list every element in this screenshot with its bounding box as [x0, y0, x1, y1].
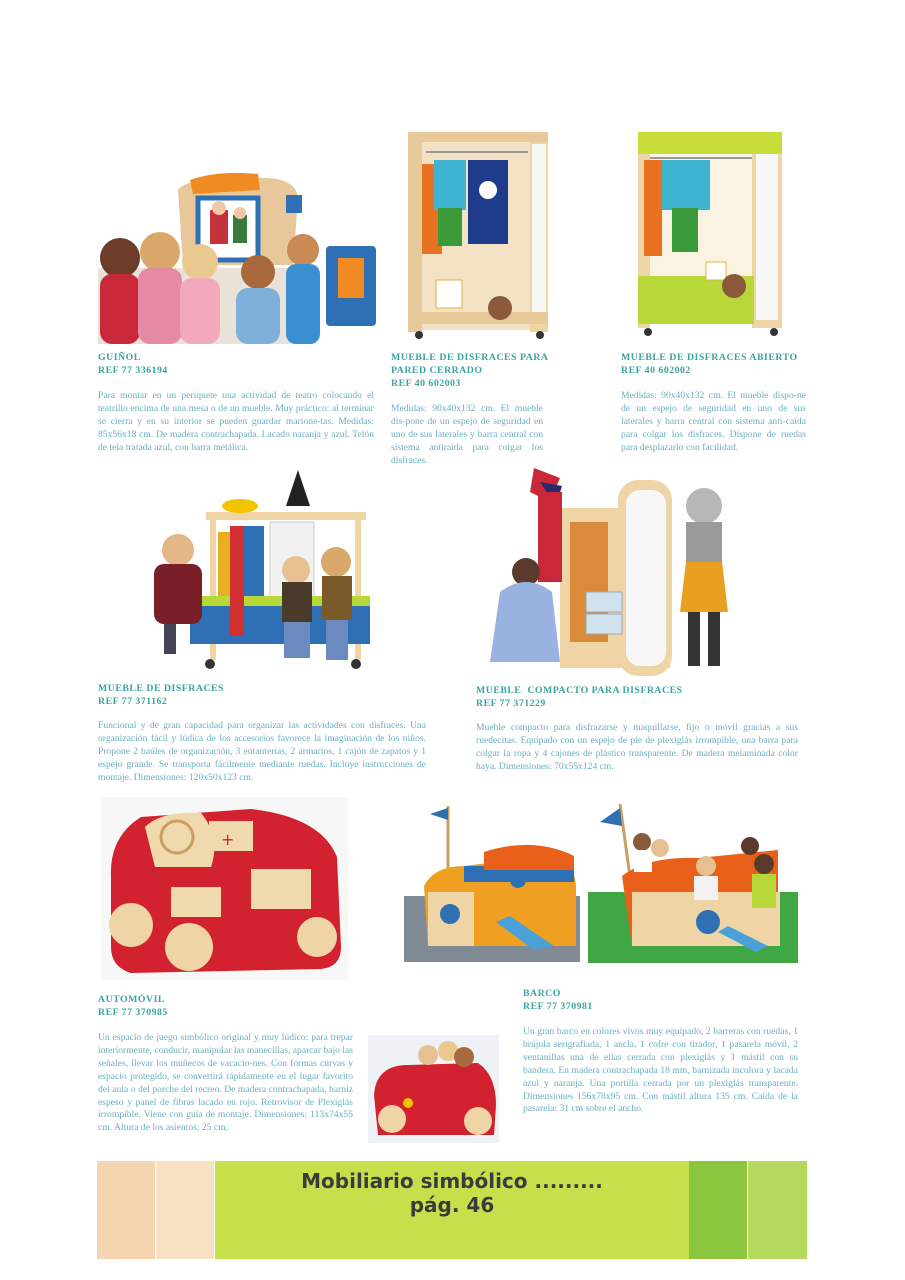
footer-green-light — [748, 1161, 807, 1259]
mueble-abierto-image — [636, 130, 784, 342]
footer-green-dark — [689, 1161, 747, 1259]
barco-block — [523, 987, 798, 1116]
mueble-cerrado-block — [391, 351, 549, 468]
svg-text:+: + — [221, 830, 235, 849]
product-ref: REF 40 602003 — [391, 378, 461, 389]
footer-peach-2 — [156, 1161, 214, 1259]
product-description: Un espacio de juego simbólico original y muy lúdico: para trepar interiormente, conducir, manipular las manecillas, aparcar bajo las señales, llevar los muñecos de vacacio-nes. Con formas curvas y espacio protegido, se convertirá rápidamente en el lugar favorito del aula o del porche del recreo. De madera contrachapada, barniz espeso y panel de fibras lacado en rojo. Retrovisor de Plexiglás irrompible. Viene con guía de montaje. Dimensiones: 113x74x55 cm. Altura de los asientos: 25 cm. — [98, 1032, 353, 1134]
mueble-disfraces-image — [150, 466, 375, 672]
product-description: Un gran barco en colores vivos muy equipado, 2 barreras con ruedas, 1 brújula serigrafiada, 1 ancla, 1 cofre con tirador, 1 pasarela móvil, 2 ventanillas una de ellas cerrada con plexiglás y 1 mástil con su bandera. En madera contrachapada 18 mm, barnizada incolora y lacada azul y naranja. Una portilla cerrada por un plexiglás transparente. Dimensiones 156x78x95 cm. Con mástil altura 135 cm. Caída de la pasarela: 31 cm sobre el ancho. — [523, 1026, 798, 1115]
product-description: Medidas: 90x40x132 cm. El mueble dis-pone de un espejo de seguridad en uno de sus laterales y barra central con sistema antiraída para colgar los disfraces. — [391, 403, 543, 466]
footer-band — [97, 1161, 807, 1259]
guinol-block — [98, 351, 374, 455]
automovil-block — [98, 993, 353, 1135]
product-title: BARCO — [523, 988, 561, 999]
product-ref: REF 40 602002 — [621, 365, 691, 376]
product-description: Mueble compacto para disfrazarse y maquillarse, fijo o móvil gracias a sus ruedecitas. Equipado con un espejo de pie de plexiglás irrompible, una barra para colgar la ropa y 4 cajones de plástico transparente. De madera melaminada color haya. Dimensiones: 70x55x124 cm. — [476, 722, 798, 772]
automovil-image-2 — [368, 1035, 499, 1143]
product-ref: REF 77 336194 — [98, 365, 168, 376]
product-ref: REF 77 370981 — [523, 1001, 593, 1012]
product-title: GUIÑOL — [98, 352, 141, 363]
product-title-line2: PARED CERRADO — [391, 365, 483, 376]
product-description: Medidas: 90x40x132 cm. El mueble dispo-ne de un espejo de seguridad en uno de sus laterales y barra central con sistema anti-caída para colgar los disfraces. Dispone de ruedas para desplazarlo con facilidad. — [621, 390, 806, 453]
product-ref: REF 77 371229 — [476, 698, 546, 709]
product-title: AUTOMÓVIL — [98, 994, 165, 1005]
mueble-cerrado-image — [404, 130, 552, 342]
product-title: MUEBLE COMPACTO PARA DISFRACES — [476, 685, 683, 696]
product-ref: REF 77 370985 — [98, 1007, 168, 1018]
automovil-image — [101, 797, 348, 980]
product-description: Para montar en un periquete una actividad de teatro colocando el teatrillo encima de una mesa o de un mueble. Muy práctico: al terminar se cierra y en su interior se pueden guardar marione-tas. Medidas: 85x56x18 cm. De madera contrachapada. Lacado naranja y azul. Telón de tela tratada azul, con barra metálica. — [98, 390, 374, 453]
footer-peach-1 — [97, 1161, 155, 1259]
product-ref: REF 77 371162 — [98, 696, 168, 707]
product-title-line1: MUEBLE DE DISFRACES PARA — [391, 352, 549, 363]
footer-page-label: Mobiliario simbólico ......... pág. 46 — [301, 1169, 603, 1217]
mueble-disfraces-block — [98, 682, 426, 785]
mueble-abierto-block — [621, 351, 806, 455]
barco-image-1 — [404, 796, 580, 962]
mueble-compacto-image — [490, 462, 740, 680]
mueble-compacto-block — [476, 684, 798, 774]
product-description: Funcional y de gran capacidad para organizar las actividades con disfraces. Una organización fácil y lúdica de los accesorios favorece la imaginación de los niños. Propone 2 baúles de organización, 3 entanterías, 2 armarios, 1 cajón de zapatos y 1 espejo grande. Se transporta fácilmente mediante ruedas. Incluye instrucciones de montaje. Dimensiones: 120x50x123 cm. — [98, 720, 426, 783]
product-title: MUEBLE DE DISFRACES ABIERTO — [621, 352, 798, 363]
guinol-image — [98, 170, 380, 344]
barco-image-2 — [588, 796, 798, 963]
product-title: MUEBLE DE DISFRACES — [98, 683, 224, 694]
